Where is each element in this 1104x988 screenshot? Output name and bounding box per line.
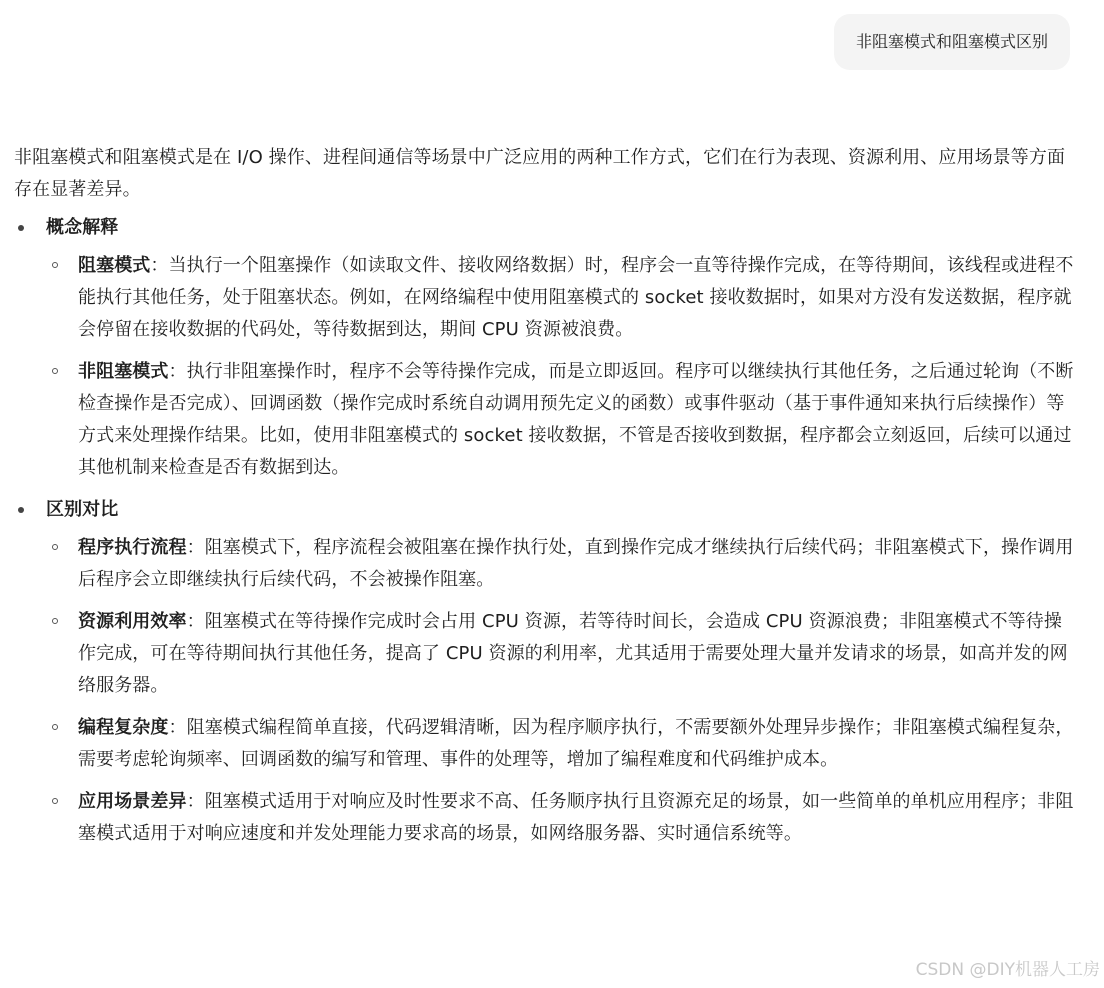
item-text: ：当执行一个阻塞操作（如读取文件、接收网络数据）时，程序会一直等待操作完成，在等待期间，该线程或进程不能执行其他任务，处于阻塞状态。例如，在网络编程中使用阻塞模式的 socket 接收数据时，如果对方没有发送数据，程序就会停留在接收数据的代码处，等待数据到达，期间 CPU 资源被浪费。: [78, 255, 1074, 340]
bullet-circle-icon: [52, 618, 58, 624]
user-message-text: 非阻塞模式和阻塞模式区别: [855, 32, 1048, 51]
item-title: 应用场景差异: [78, 791, 187, 812]
item-text: ：阻塞模式在等待操作完成时会占用 CPU 资源，若等待时间长，会造成 CPU 资源浪费；非阻塞模式不等待操作完成，可在等待期间执行其他任务，提高了 CPU 资源的利用率，尤其适用于需要处理大量并发请求的场景，如高并发的网络服务器。: [78, 611, 1068, 696]
item-title: 非阻塞模式: [78, 361, 169, 382]
bullet-circle-icon: [52, 724, 58, 730]
concept-item-list: [46, 250, 1076, 484]
bullet-circle-icon: [52, 544, 58, 550]
user-message-bubble: [834, 14, 1070, 70]
bullet-disc-icon: [18, 507, 24, 513]
watermark: CSDN @DIY机器人工房: [915, 960, 1100, 980]
item-title: 编程复杂度: [78, 717, 169, 738]
item-text: ：阻塞模式下，程序流程会被阻塞在操作执行处，直到操作完成才继续执行后续代码；非阻塞模式下，操作调用后程序会立即继续执行后续代码，不会被操作阻塞。: [78, 537, 1074, 590]
comparison-item-list: [46, 532, 1076, 850]
section-title: 概念解释: [46, 217, 119, 238]
list-item: [46, 532, 1076, 596]
section-title: 区别对比: [46, 499, 119, 520]
list-item: [46, 606, 1076, 702]
bullet-circle-icon: [52, 262, 58, 268]
item-title: 资源利用效率: [78, 611, 187, 632]
section-comparison: [14, 494, 1076, 850]
bullet-disc-icon: [18, 225, 24, 231]
bullet-circle-icon: [52, 798, 58, 804]
list-item: [46, 786, 1076, 850]
list-item: [46, 712, 1076, 776]
item-text: ：阻塞模式编程简单直接，代码逻辑清晰，因为程序顺序执行，不需要额外处理异步操作；非阻塞模式编程复杂，需要考虑轮询频率、回调函数的编写和管理、事件的处理等，增加了编程难度和代码维护成本。: [78, 717, 1074, 770]
bullet-circle-icon: [52, 368, 58, 374]
item-text: ：执行非阻塞操作时，程序不会等待操作完成，而是立即返回。程序可以继续执行其他任务，之后通过轮询（不断检查操作是否完成）、回调函数（操作完成时系统自动调用预先定义的函数）或事件驱动（基于事件通知来执行后续操作）等方式来处理操作结果。比如，使用非阻塞模式的 socket 接收数据，不管是否接收到数据，程序都会立刻返回，后续可以通过其他机制来检查是否有数据到达。: [78, 361, 1074, 478]
item-text: ：阻塞模式适用于对响应及时性要求不高、任务顺序执行且资源充足的场景，如一些简单的单机应用程序；非阻塞模式适用于对响应速度和并发处理能力要求高的场景，如网络服务器、实时通信系统等。: [78, 791, 1074, 844]
list-item: [46, 250, 1076, 346]
item-title: 程序执行流程: [78, 537, 187, 558]
assistant-answer: [14, 142, 1076, 860]
section-concepts: [14, 212, 1076, 484]
answer-intro: 非阻塞模式和阻塞模式是在 I/O 操作、进程间通信等场景中广泛应用的两种工作方式，它们在行为表现、资源利用、应用场景等方面存在显著差异。: [14, 147, 1066, 200]
item-title: 阻塞模式: [78, 255, 151, 276]
section-list: [14, 212, 1076, 850]
list-item: [46, 356, 1076, 484]
